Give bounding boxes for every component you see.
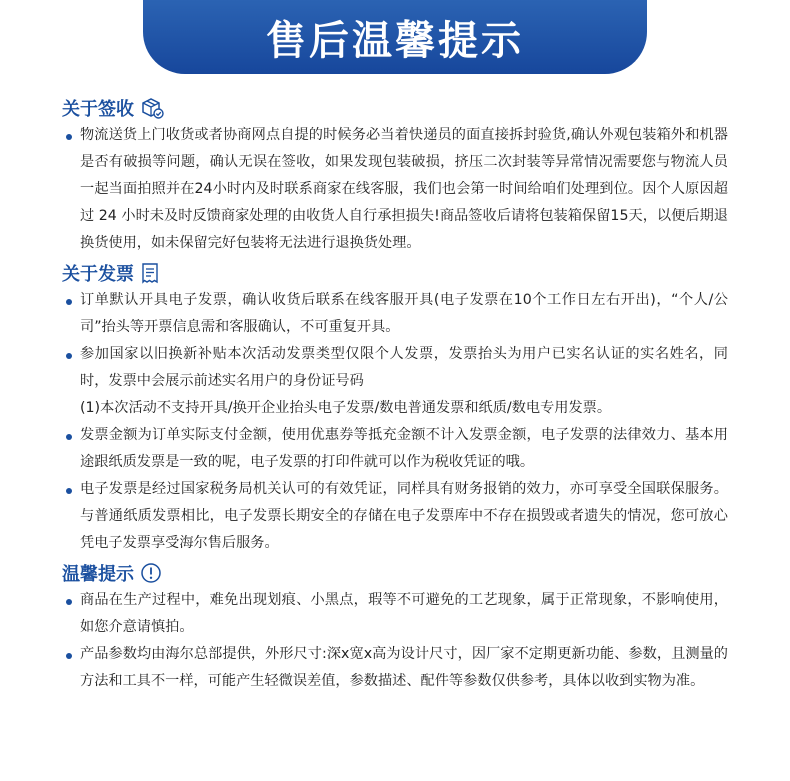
- list-item: [80, 287, 728, 341]
- list-item-text: 参加国家以旧换新补贴本次活动发票类型仅限个人发票，发票抬头为用户已实名认证的实名姓名，同时，发票中会展示前述实名用户的身份证号码: [80, 346, 728, 389]
- list-item: [80, 587, 728, 641]
- receipt-icon: [140, 262, 160, 284]
- list-item: [80, 422, 728, 476]
- section-tips-header: [62, 559, 790, 587]
- bullet: [66, 488, 72, 494]
- bullet: [66, 599, 72, 605]
- section-receipt-title: 关于签收: [62, 99, 134, 120]
- section-invoice-header: [62, 259, 790, 287]
- package-check-icon: [140, 97, 164, 119]
- header-banner: [143, 0, 647, 74]
- exclamation-circle-icon: [140, 562, 162, 584]
- list-item: [80, 122, 728, 257]
- invoice-note: (1)本次活动不支持开具/换开企业抬头电子发票/数电普通发票和纸质/数电专用发票。: [80, 400, 612, 416]
- bullet: [66, 134, 72, 140]
- list-item-text: 发票金额为订单实际支付金额，使用优惠券等抵充金额不计入发票金额，电子发票的法律效力、基本用途跟纸质发票是一致的呢，电子发票的打印件就可以作为税收凭证的哦。: [80, 427, 728, 470]
- list-item-text: 产品参数均由海尔总部提供，外形尺寸:深x宽x高为设计尺寸，因厂家不定期更新功能、参数，且测量的方法和工具不一样，可能产生轻微误差值，参数描述、配件等参数仅供参考，具体以收到实物为准。: [80, 646, 728, 689]
- list-item: [80, 341, 728, 395]
- list-item-text: 物流送货上门收货或者协商网点自提的时候务必当着快递员的面直接拆封验货,确认外观包装箱外和机器是否有破损等问题，确认无误在签收，如果发现包装破损，挤压二次封装等异常情况需要您与物流人员一起当面拍照并在24小时内及时联系商家在线客服，我们也会第一时间给咱们处理到位。因个人原因超过 24 小时未及时反馈商家处理的由收货人自行承担损失!商品签收后请将包装箱保留15天，以便后期退换货使用，如未保留完好包装将无法进行退换货处理。: [80, 127, 728, 251]
- list-item-text: 电子发票是经过国家税务局机关认可的有效凭证，同样具有财务报销的效力，亦可享受全国联保服务。与普通纸质发票相比，电子发票长期安全的存储在电子发票库中不存在损毁或者遗失的情况，您可放心凭电子发票享受海尔售后服务。: [80, 481, 728, 551]
- list-item-text: 商品在生产过程中，难免出现划痕、小黑点，瑕等不可避免的工艺现象，属于正常现象，不影响使用，如您介意请慎拍。: [80, 592, 728, 635]
- section-invoice-title: 关于发票: [62, 264, 134, 285]
- bullet: [66, 299, 72, 305]
- list-item: [80, 641, 728, 695]
- bullet: [66, 434, 72, 440]
- content: [0, 94, 790, 695]
- page-title: 售后温馨提示: [266, 17, 524, 64]
- section-tips-title: 温馨提示: [62, 564, 134, 585]
- bullet: [66, 353, 72, 359]
- list-item: [80, 476, 728, 557]
- section-receipt-header: [62, 94, 790, 122]
- bullet: [66, 653, 72, 659]
- list-item-text: 订单默认开具电子发票，确认收货后联系在线客服开具(电子发票在10个工作日左右开出)，“个人/公司”抬头等开票信息需和客服确认，不可重复开具。: [80, 292, 728, 335]
